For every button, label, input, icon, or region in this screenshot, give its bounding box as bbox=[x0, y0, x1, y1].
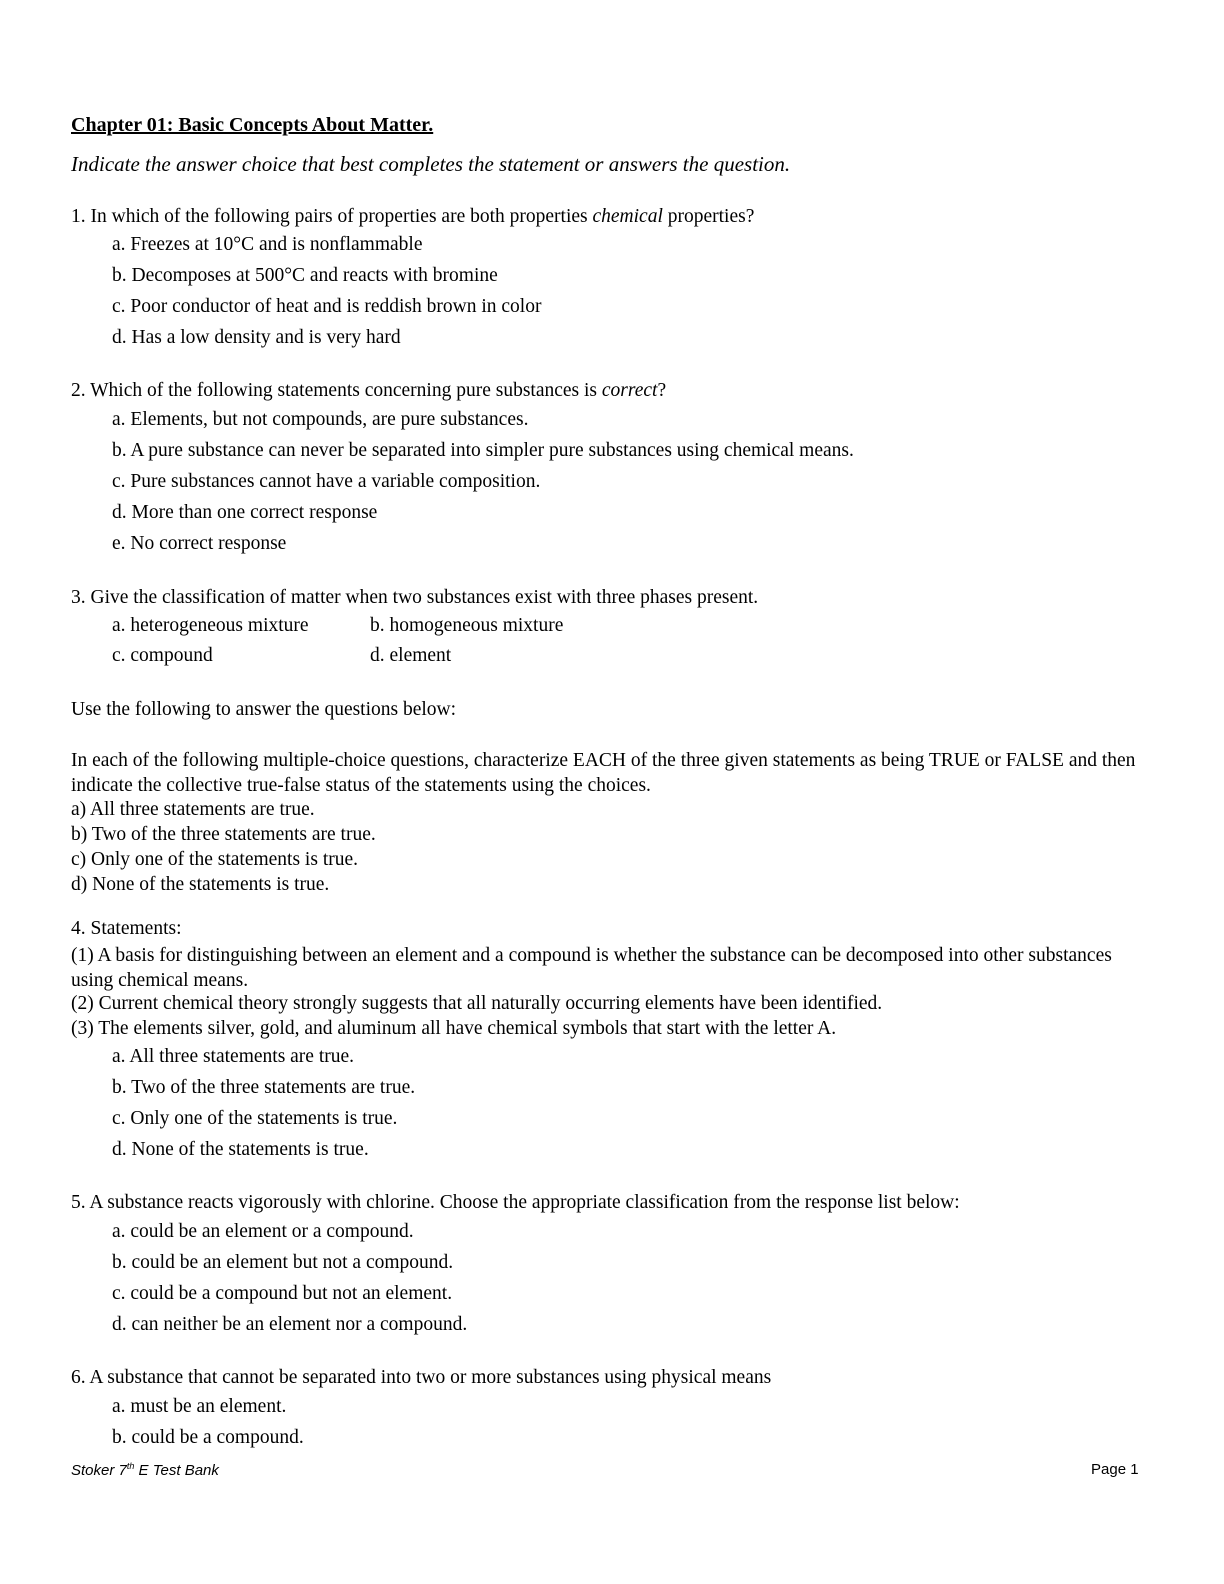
question-5-option-b: b. could be an element but not a compound. bbox=[112, 1252, 454, 1273]
question-3-stem: 3. Give the classification of matter when two substances exist with three phases present. bbox=[71, 587, 759, 608]
question-4-option-a: a. All three statements are true. bbox=[112, 1046, 355, 1067]
question-4-option-c: c. Only one of the statements is true. bbox=[112, 1108, 398, 1129]
question-3-option-a: a. heterogeneous mixture bbox=[112, 615, 309, 636]
question-6-option-a: a. must be an element. bbox=[112, 1396, 287, 1417]
instructions: Indicate the answer choice that best completes the statement or answers the question. bbox=[71, 152, 791, 176]
chapter-title: Chapter 01: Basic Concepts About Matter. bbox=[71, 114, 434, 136]
question-2-option-e: e. No correct response bbox=[112, 533, 287, 554]
choice-c: c) Only one of the statements is true. bbox=[71, 849, 359, 870]
footer-book-title-end: E Test Bank bbox=[134, 1462, 219, 1479]
question-2-option-b: b. A pure substance can never be separated into simpler pure substances using chemical means. bbox=[112, 440, 854, 461]
question-2-option-a: a. Elements, but not compounds, are pure substances. bbox=[112, 409, 529, 430]
question-3-option-b: b. homogeneous mixture bbox=[370, 615, 564, 636]
question-2-stem-end: ? bbox=[657, 380, 667, 401]
use-following-note: Use the following to answer the questions below: bbox=[71, 699, 457, 720]
question-6-option-b: b. could be a compound. bbox=[112, 1427, 304, 1448]
footer-book-title-start: Stoker 7 bbox=[71, 1462, 127, 1479]
question-1-option-b: b. Decomposes at 500°C and reacts with bromine bbox=[112, 265, 498, 286]
question-1-stem bbox=[71, 206, 754, 228]
question-5-stem: 5. A substance reacts vigorously with chlorine. Choose the appropriate classification from the response list below: bbox=[71, 1192, 960, 1213]
question-4-option-b: b. Two of the three statements are true. bbox=[112, 1077, 416, 1098]
question-4-option-d: d. None of the statements is true. bbox=[112, 1139, 369, 1160]
choice-a: a) All three statements are true. bbox=[71, 799, 315, 820]
question-3-option-d: d. element bbox=[370, 645, 452, 666]
question-2-option-d: d. More than one correct response bbox=[112, 502, 378, 523]
footer-book-title bbox=[71, 1461, 219, 1479]
choice-d: d) None of the statements is true. bbox=[71, 874, 330, 895]
question-2-option-c: c. Pure substances cannot have a variable composition. bbox=[112, 471, 541, 492]
question-1-option-d: d. Has a low density and is very hard bbox=[112, 327, 401, 348]
question-1-emphasis: chemical bbox=[592, 206, 663, 227]
question-1-stem-text: 1. In which of the following pairs of properties are both properties bbox=[71, 206, 593, 227]
question-4-statement-3: (3) The elements silver, gold, and aluminum all have chemical symbols that start with the letter A. bbox=[71, 1018, 837, 1039]
directions-paragraph: In each of the following multiple-choice questions, characterize EACH of the three given statements as being TRUE or FALSE and then indicate the collective true-false status of the statements using the choices. bbox=[71, 750, 1136, 796]
question-1-option-c: c. Poor conductor of heat and is reddish brown in color bbox=[112, 296, 542, 317]
question-2-emphasis: correct bbox=[601, 380, 658, 401]
question-4-statement-2: (2) Current chemical theory strongly suggests that all naturally occurring elements have been identified. bbox=[71, 993, 883, 1014]
choice-b: b) Two of the three statements are true. bbox=[71, 824, 376, 845]
question-4-statement-1: (1) A basis for distinguishing between an element and a compound is whether the substance can be decomposed into other substances using chemical means. bbox=[71, 945, 1112, 991]
question-2-stem-text: 2. Which of the following statements concerning pure substances is bbox=[71, 380, 602, 401]
question-1-stem-end: properties? bbox=[662, 206, 755, 227]
question-6-stem: 6. A substance that cannot be separated into two or more substances using physical means bbox=[71, 1367, 772, 1388]
footer-page-number: Page 1 bbox=[1091, 1461, 1139, 1478]
question-3-option-c: c. compound bbox=[112, 645, 213, 666]
question-5-option-c: c. could be a compound but not an element. bbox=[112, 1283, 453, 1304]
question-4-stem: 4. Statements: bbox=[71, 918, 182, 939]
footer-book-title-sup: th bbox=[126, 1461, 135, 1471]
question-1-option-a: a. Freezes at 10°C and is nonflammable bbox=[112, 234, 423, 255]
question-5-option-d: d. can neither be an element nor a compound. bbox=[112, 1314, 468, 1335]
question-2-stem bbox=[71, 380, 666, 402]
question-5-option-a: a. could be an element or a compound. bbox=[112, 1221, 414, 1242]
